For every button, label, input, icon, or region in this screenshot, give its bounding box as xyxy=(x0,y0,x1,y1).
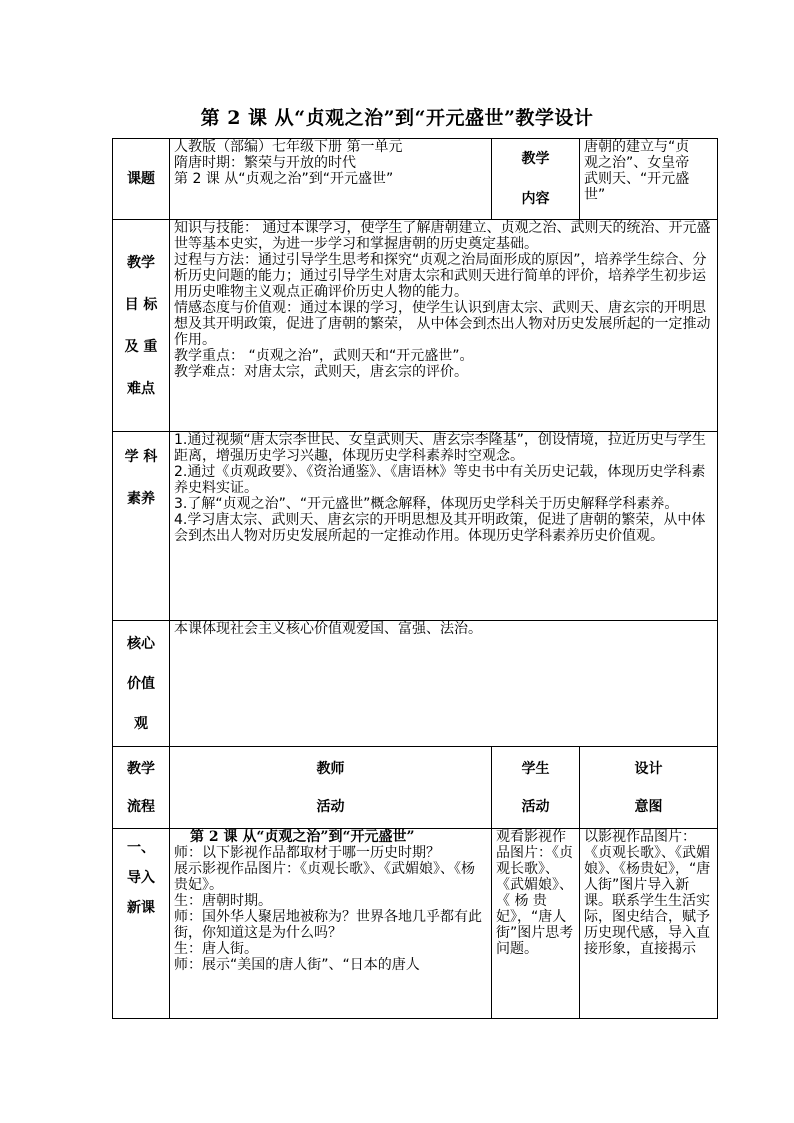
goals-content xyxy=(170,220,718,432)
lesson-plan-table xyxy=(112,138,718,1019)
topic-label: 课题 xyxy=(113,139,170,220)
topic-line: 第 2 课 从“贞观之治”到“开元盛世” xyxy=(174,171,394,187)
core-values-row xyxy=(113,621,718,747)
intro-dialog-line: 生：唐朝时期。 xyxy=(174,893,272,909)
intro-dialog-line: 师：国外华人聚居地被称为？世界各地几乎都有此街，你知道这是为什么吗？ xyxy=(174,909,482,941)
literacy-row xyxy=(113,432,718,621)
intro-dialog-line: 展示影视作品图片：《贞观长歌》、《武媚娘》、《杨贵妃》。 xyxy=(174,861,475,893)
topic-line: 人教版（部编）七年级下册 第一单元 xyxy=(174,139,403,155)
literacy-label: 学 科 素养 xyxy=(113,432,170,621)
intro-student-activity: 观看影视作品图片：《贞观长歌》、《武媚娘》、《 杨 贵妃》，“唐人街”图片思考问题。 xyxy=(492,829,580,1019)
teaching-content-label: 教学 内容 xyxy=(492,139,580,220)
goals-paragraph: 教学重点： “贞观之治”，武则天和“开元盛世”。 xyxy=(174,348,474,364)
topic-row xyxy=(113,139,718,220)
process-header-row xyxy=(113,747,718,829)
intro-teacher-activity xyxy=(170,829,492,1019)
goals-paragraph: 教学难点：对唐太宗，武则天，唐玄宗的评价。 xyxy=(174,364,468,380)
teaching-content-text: 唐朝的建立与“贞 观之治”、女皇帝 武则天、“开元盛 世” xyxy=(580,139,718,220)
core-values-text: 本课体现社会主义核心价值观爱国、富强、法治。 xyxy=(170,621,718,747)
intro-row xyxy=(113,829,718,1019)
intro-dialog-line: 师：展示“美国的唐人街”、“日本的唐人 xyxy=(174,957,420,973)
student-activity-header: 学生 活动 xyxy=(492,747,580,829)
core-values-label: 核心 价值 观 xyxy=(113,621,170,747)
goals-paragraph: 过程与方法：通过引导学生思考和探究“贞观之治局面形成的原因”，培养学生综合、分析历史问题的能力；通过引导学生对唐太宗和武则天进行简单的评价，培养学生初步运用历史唯物主义观点正确评价历史人物的能力。 xyxy=(174,252,707,300)
literacy-paragraph: 3.了解“贞观之治”、“开元盛世”概念解释，体现历史学科关于历史解释学科素养。 xyxy=(174,496,679,512)
document-title: 第 2 课 从“贞观之治”到“开元盛世”教学设计 xyxy=(200,107,594,129)
teacher-activity-header: 教师 活动 xyxy=(170,747,492,829)
goals-paragraph: 情感态度与价值观：通过本课的学习，使学生认识到唐太宗、武则天、唐玄宗的开明思想及其开明政策，促进了唐朝的繁荣， 从中体会到杰出人物对历史发展所起的一定推动作用。 xyxy=(174,300,711,348)
intro-lesson-title: 第 2 课 从“贞观之治”到“开元盛世” xyxy=(190,829,415,845)
literacy-paragraph: 1.通过视频“唐太宗李世民、女皇武则天、唐玄宗李隆基”，创设情境，拉近历史与学生距离，增强历史学习兴趣，体现历史学科素养时空观念。 xyxy=(174,432,706,464)
literacy-content xyxy=(170,432,718,621)
intro-label: 一、 导入 新课 xyxy=(113,829,170,1019)
design-intent-header: 设计 意图 xyxy=(580,747,718,829)
literacy-paragraph: 2.通过《贞观政要》、《资治通鉴》、《唐语林》等史书中有关历史记载，体现历史学科素养史料实证。 xyxy=(174,464,706,496)
goals-row xyxy=(113,220,718,432)
literacy-paragraph: 4.学习唐太宗、武则天、唐玄宗的开明思想及其开明政策，促进了唐朝的繁荣，从中体会到杰出人物对历史发展所起的一定推动作用。体现历史学科素养历史价值观。 xyxy=(174,512,706,544)
process-label: 教学 流程 xyxy=(113,747,170,829)
intro-dialog-line: 师：以下影视作品都取材于哪一历史时期？ xyxy=(174,845,440,861)
topic-line: 隋唐时期：繁荣与开放的时代 xyxy=(174,155,356,171)
goals-paragraph: 知识与技能： 通过本课学习，使学生了解唐朝建立、贞观之治、武则天的统治、开元盛世等基本史实，为进一步学习和掌握唐朝的历史奠定基础。 xyxy=(174,220,711,252)
goals-label: 教学 目 标 及 重 难点 xyxy=(113,220,170,432)
intro-dialog-line: 生：唐人街。 xyxy=(174,941,258,957)
topic-content xyxy=(170,139,492,220)
intro-design-intent: 以影视作品图片：《贞观长歌》、《武媚娘》、《杨贵妃》，“唐人街”图片导入新课。联系学生生活实际，图史结合，赋予历史现代感，导入直接形象，直接揭示 xyxy=(580,829,718,1019)
